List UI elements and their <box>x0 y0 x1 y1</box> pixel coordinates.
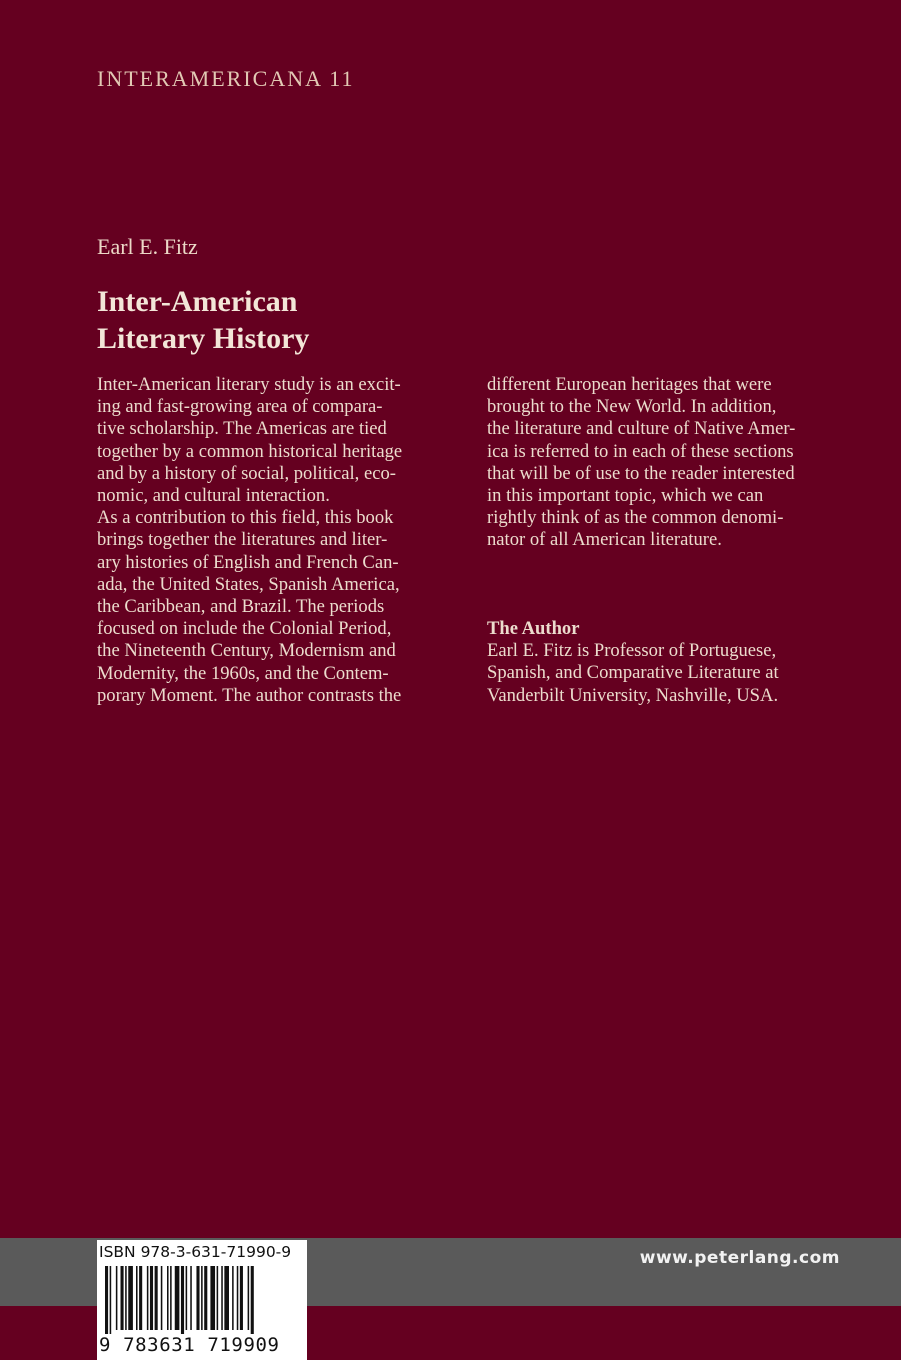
barcode-bars <box>97 1266 307 1336</box>
barcode-bar <box>147 1266 149 1330</box>
blurb-line: tive scholarship. The Americas are tied <box>97 418 387 440</box>
book-title <box>97 283 309 357</box>
blurb-line: the Caribbean, and Brazil. The periods <box>97 596 385 618</box>
about-author <box>487 618 857 707</box>
barcode-bar <box>125 1266 127 1330</box>
barcode-bar <box>186 1266 188 1330</box>
book-title-line: Inter-American <box>97 285 298 318</box>
blurb-line: brings together the literatures and liter- <box>97 529 388 551</box>
barcode-bar <box>201 1266 203 1330</box>
barcode-bar <box>121 1266 124 1330</box>
barcode-bar <box>155 1266 158 1330</box>
barcode-bar <box>170 1266 172 1330</box>
blurb-line: the Nineteenth Century, Modernism and <box>97 640 396 662</box>
blurb-line: nomic, and cultural interaction. <box>97 485 330 507</box>
blurb-line: the literature and culture of Native Amer- <box>487 418 796 440</box>
barcode-bar <box>175 1266 180 1330</box>
blurb-line: focused on include the Colonial Period, <box>97 618 392 640</box>
book-title-line: Literary History <box>97 322 310 355</box>
barcode-bar <box>210 1266 215 1330</box>
author-name: Earl E. Fitz <box>97 234 198 259</box>
blurb-line: ada, the United States, Spanish America, <box>97 573 400 595</box>
blurb-line: that will be of use to the reader interested <box>487 462 795 484</box>
about-author-heading: The Author <box>487 618 580 639</box>
blurb-line: rightly think of as the common denomi- <box>487 507 784 529</box>
blurb-left-column <box>97 374 467 707</box>
barcode-bar <box>232 1266 234 1330</box>
series-title: INTERAMERICANA 11 <box>97 66 355 91</box>
publisher-url: www.peterlang.com <box>639 1248 840 1268</box>
barcode-bar <box>136 1266 138 1330</box>
barcode-bar <box>196 1266 199 1330</box>
barcode-bar <box>110 1266 112 1334</box>
blurb-line: porary Moment. The author contrasts the <box>97 684 402 706</box>
barcode-bar <box>224 1266 229 1330</box>
blurb-line: Inter-American literary study is an excit- <box>97 374 401 395</box>
blurb-line: and by a history of social, political, eco- <box>97 462 396 484</box>
barcode-bar <box>240 1266 243 1330</box>
blurb-line: different European heritages that were <box>487 374 772 395</box>
about-author-line: Spanish, and Comparative Literature at <box>487 662 779 684</box>
isbn-label: ISBN 978-3-631-71990-9 <box>99 1243 292 1261</box>
barcode-bar <box>161 1266 163 1330</box>
barcode-bar <box>204 1266 207 1330</box>
barcode-bar <box>221 1266 223 1330</box>
barcode-bar <box>139 1266 142 1330</box>
barcode-bar <box>190 1266 192 1330</box>
blurb-right-column <box>487 374 857 552</box>
blurb-line: nator of all American literature. <box>487 529 722 551</box>
isbn-barcode <box>97 1240 307 1360</box>
barcode-bar <box>181 1266 184 1334</box>
about-author-line: Earl E. Fitz is Professor of Portuguese, <box>487 640 777 662</box>
isbn-digits: 9 783631 719909 <box>99 1334 280 1356</box>
about-author-line: Vanderbilt University, Nashville, USA. <box>487 684 779 706</box>
blurb-line: in this important topic, which we can <box>487 485 764 507</box>
barcode-bar <box>105 1266 108 1334</box>
barcode-bar <box>116 1266 118 1330</box>
barcode-bar <box>217 1266 219 1330</box>
blurb-line: together by a common historical heritage <box>97 440 403 462</box>
blurb-line: As a contribution to this field, this book <box>97 507 394 529</box>
blurb-line: brought to the New World. In addition, <box>487 396 777 418</box>
barcode-bar <box>237 1266 239 1330</box>
blurb-line: Modernity, the 1960s, and the Contem- <box>97 662 389 684</box>
barcode-bar <box>251 1266 254 1334</box>
blurb-line: ica is referred to in each of these sections <box>487 440 794 462</box>
barcode-bar <box>128 1266 133 1330</box>
blurb-line: ing and fast-growing area of compara- <box>97 396 383 418</box>
blurb-line: ary histories of English and French Can- <box>97 551 399 573</box>
barcode-bar <box>150 1266 153 1330</box>
barcode-bar <box>248 1266 250 1330</box>
barcode-bar <box>167 1266 169 1330</box>
